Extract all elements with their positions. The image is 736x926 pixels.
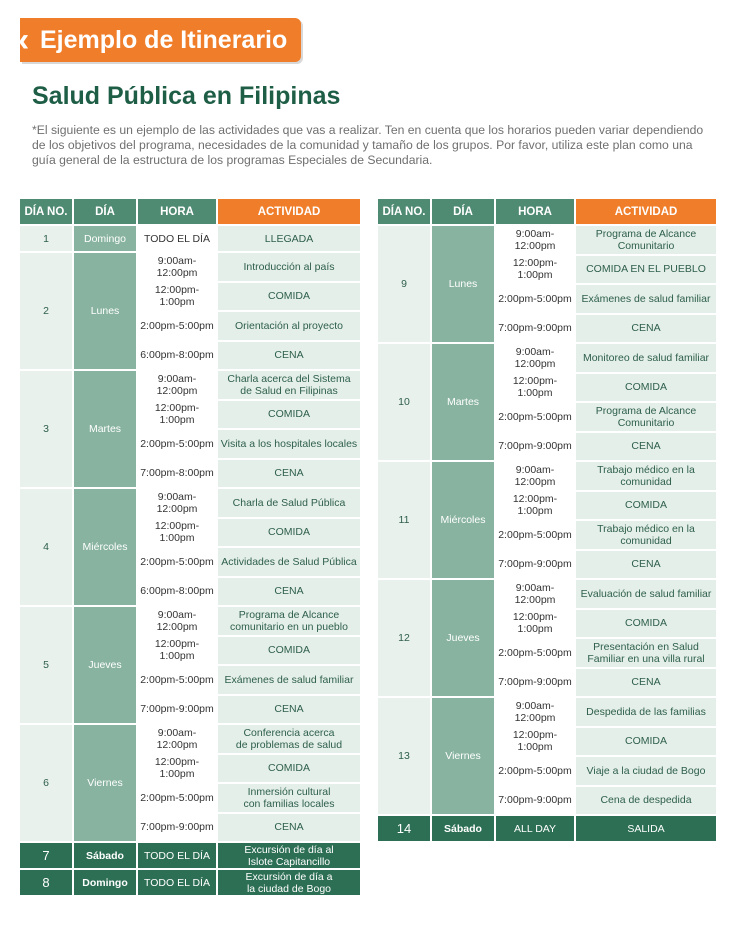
time-cell: 2:00pm-5:00pm: [138, 312, 216, 340]
time-cell: 6:00pm-8:00pm: [138, 342, 216, 370]
time-cell: 2:00pm-5:00pm: [496, 521, 574, 549]
time-cell: 9:00am-12:00pm: [138, 371, 216, 399]
activity-cell: Actividades de Salud Pública: [218, 548, 360, 576]
col-header-day-no: DÍA NO.: [378, 199, 430, 224]
activity-cell: Trabajo médico en la comunidad: [576, 462, 716, 490]
activity-cell: COMIDA: [218, 637, 360, 665]
activity-cell: CENA: [218, 814, 360, 842]
activity-cell: Viaje a la ciudad de Bogo: [576, 757, 716, 785]
time-cell: 9:00am-12:00pm: [496, 462, 574, 490]
page-title: Salud Pública en Filipinas: [32, 82, 341, 110]
table-row: [20, 725, 360, 753]
day-name: Domingo: [74, 870, 136, 895]
activity-cell: CENA: [576, 669, 716, 697]
time-cell: 2:00pm-5:00pm: [496, 757, 574, 785]
day-name: Sábado: [74, 843, 136, 868]
day-number: 13: [378, 698, 430, 814]
day-name: Jueves: [74, 607, 136, 723]
activity-cell: COMIDA: [576, 728, 716, 756]
activity-cell: Programa de Alcance comunitario en un pueblo: [218, 607, 360, 635]
chevron-icon: ‹: [18, 21, 30, 59]
time-cell: 9:00am-12:00pm: [496, 344, 574, 372]
activity-cell: COMIDA: [576, 374, 716, 402]
day-number: 8: [20, 870, 72, 895]
day-name: Viernes: [432, 698, 494, 814]
activity-cell: Visita a los hospitales locales: [218, 430, 360, 458]
time-cell: 12:00pm-1:00pm: [496, 256, 574, 284]
time-cell: TODO EL DÍA: [138, 226, 216, 251]
day-number: 3: [20, 371, 72, 487]
activity-cell: Excursión de día a la ciudad de Bogo: [218, 870, 360, 895]
time-cell: 7:00pm-9:00pm: [496, 315, 574, 343]
time-cell: 12:00pm-1:00pm: [138, 755, 216, 783]
time-cell: 7:00pm-8:00pm: [138, 460, 216, 488]
col-header-day: DÍA: [74, 199, 136, 224]
day-number: 7: [20, 843, 72, 868]
time-cell: 12:00pm-1:00pm: [138, 401, 216, 429]
activity-cell: Cena de despedida: [576, 787, 716, 815]
day-number: 5: [20, 607, 72, 723]
activity-cell: COMIDA: [218, 519, 360, 547]
activity-cell: Orientación al proyecto: [218, 312, 360, 340]
col-header-day-no: DÍA NO.: [20, 199, 72, 224]
time-cell: 9:00am-12:00pm: [496, 698, 574, 726]
time-cell: 9:00am-12:00pm: [138, 253, 216, 281]
activity-cell: Programa de Alcance Comunitario: [576, 403, 716, 431]
time-cell: 2:00pm-5:00pm: [496, 639, 574, 667]
time-cell: TODO EL DÍA: [138, 870, 216, 895]
table-row: [378, 580, 716, 608]
activity-cell: Monitoreo de salud familiar: [576, 344, 716, 372]
activity-cell: Trabajo médico en la comunidad: [576, 521, 716, 549]
day-name: Martes: [74, 371, 136, 487]
time-cell: 7:00pm-9:00pm: [496, 669, 574, 697]
activity-cell: Charla de Salud Pública: [218, 489, 360, 517]
day-number: 6: [20, 725, 72, 841]
activity-cell: COMIDA: [576, 492, 716, 520]
table-row: [20, 226, 360, 251]
activity-cell: COMIDA: [576, 610, 716, 638]
time-cell: 7:00pm-9:00pm: [138, 814, 216, 842]
time-cell: 12:00pm-1:00pm: [496, 492, 574, 520]
time-cell: 9:00am-12:00pm: [138, 607, 216, 635]
activity-cell: COMIDA: [218, 283, 360, 311]
day-name: Domingo: [74, 226, 136, 251]
col-header-activity: ACTIVIDAD: [218, 199, 360, 224]
activity-cell: LLEGADA: [218, 226, 360, 251]
table-row: [20, 870, 360, 895]
day-name: Sábado: [432, 816, 494, 841]
col-header-activity: ACTIVIDAD: [576, 199, 716, 224]
time-cell: 9:00am-12:00pm: [496, 226, 574, 254]
activity-cell: Evaluación de salud familiar: [576, 580, 716, 608]
activity-cell: Excursión de día al Islote Capitancillo: [218, 843, 360, 868]
time-cell: 7:00pm-9:00pm: [496, 551, 574, 579]
table-row: [378, 698, 716, 726]
time-cell: 2:00pm-5:00pm: [138, 784, 216, 812]
table-row: [20, 843, 360, 868]
activity-cell: Exámenes de salud familiar: [576, 285, 716, 313]
col-header-time: HORA: [138, 199, 216, 224]
banner-title: Ejemplo de Itinerario: [40, 26, 288, 54]
time-cell: 12:00pm-1:00pm: [496, 610, 574, 638]
schedule-table-right: [376, 197, 718, 843]
activity-cell: SALIDA: [576, 816, 716, 841]
table-row: [378, 816, 716, 841]
time-cell: 12:00pm-1:00pm: [138, 283, 216, 311]
activity-cell: COMIDA: [218, 755, 360, 783]
day-name: Jueves: [432, 580, 494, 696]
time-cell: 2:00pm-5:00pm: [138, 430, 216, 458]
time-cell: 9:00am-12:00pm: [138, 725, 216, 753]
col-header-day: DÍA: [432, 199, 494, 224]
time-cell: 9:00am-12:00pm: [138, 489, 216, 517]
intro-text: *El siguiente es un ejemplo de las actividades que vas a realizar. Ten en cuenta que los horarios pueden variar dependiendo de los objetivos del programa, necesidades de la comunidad y tamaño de los grupos. Por favor, utiliza este plan como una guía general de la estructura de los programas Especiales de Secundaria.: [32, 123, 704, 167]
time-cell: 2:00pm-5:00pm: [138, 666, 216, 694]
activity-cell: CENA: [576, 433, 716, 461]
table-row: [20, 371, 360, 399]
activity-cell: Introducción al país: [218, 253, 360, 281]
day-name: Miércoles: [74, 489, 136, 605]
day-number: 10: [378, 344, 430, 460]
page-banner: [20, 18, 301, 62]
day-number: 1: [20, 226, 72, 251]
activity-cell: Inmersión cultural con familias locales: [218, 784, 360, 812]
day-number: 11: [378, 462, 430, 578]
day-name: Lunes: [74, 253, 136, 369]
activity-cell: Conferencia acerca de problemas de salud: [218, 725, 360, 753]
time-cell: 12:00pm-1:00pm: [138, 519, 216, 547]
day-name: Martes: [432, 344, 494, 460]
time-cell: 2:00pm-5:00pm: [138, 548, 216, 576]
time-cell: 7:00pm-9:00pm: [138, 696, 216, 724]
time-cell: 12:00pm-1:00pm: [138, 637, 216, 665]
col-header-time: HORA: [496, 199, 574, 224]
activity-cell: CENA: [218, 342, 360, 370]
day-number: 4: [20, 489, 72, 605]
table-row: [378, 226, 716, 254]
activity-cell: Presentación en Salud Familiar en una villa rural: [576, 639, 716, 667]
activity-cell: CENA: [218, 578, 360, 606]
time-cell: 12:00pm-1:00pm: [496, 728, 574, 756]
activity-cell: CENA: [576, 551, 716, 579]
day-name: Viernes: [74, 725, 136, 841]
activity-cell: COMIDA: [218, 401, 360, 429]
activity-cell: Exámenes de salud familiar: [218, 666, 360, 694]
day-name: Miércoles: [432, 462, 494, 578]
day-number: 12: [378, 580, 430, 696]
table-row: [378, 344, 716, 372]
table-row: [378, 462, 716, 490]
day-name: Lunes: [432, 226, 494, 342]
activity-cell: Despedida de las familias: [576, 698, 716, 726]
activity-cell: Charla acerca del Sistema de Salud en Filipinas: [218, 371, 360, 399]
activity-cell: CENA: [218, 460, 360, 488]
activity-cell: CENA: [218, 696, 360, 724]
day-number: 2: [20, 253, 72, 369]
time-cell: 12:00pm-1:00pm: [496, 374, 574, 402]
activity-cell: Programa de Alcance Comunitario: [576, 226, 716, 254]
time-cell: TODO EL DÍA: [138, 843, 216, 868]
day-number: 14: [378, 816, 430, 841]
time-cell: 7:00pm-9:00pm: [496, 433, 574, 461]
table-row: [20, 607, 360, 635]
activity-cell: CENA: [576, 315, 716, 343]
time-cell: 6:00pm-8:00pm: [138, 578, 216, 606]
time-cell: 7:00pm-9:00pm: [496, 787, 574, 815]
time-cell: 2:00pm-5:00pm: [496, 285, 574, 313]
day-number: 9: [378, 226, 430, 342]
schedule-table-left: [18, 197, 362, 897]
activity-cell: COMIDA EN EL PUEBLO: [576, 256, 716, 284]
table-row: [20, 489, 360, 517]
time-cell: 9:00am-12:00pm: [496, 580, 574, 608]
time-cell: 2:00pm-5:00pm: [496, 403, 574, 431]
time-cell: ALL DAY: [496, 816, 574, 841]
table-row: [20, 253, 360, 281]
